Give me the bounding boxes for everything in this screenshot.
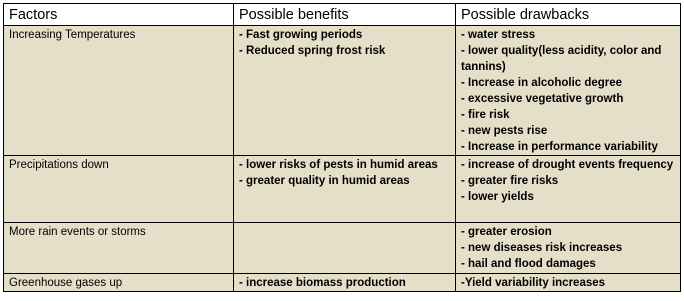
header-row	[4, 4, 681, 26]
drawback-item: - lower quality(less acidity, color and tannins)	[461, 45, 662, 73]
drawback-item: - increase of drought events frequency	[461, 159, 674, 171]
header-drawbacks: Possible drawbacks	[456, 4, 681, 26]
drawback-item: - hail and flood damages	[461, 258, 596, 270]
drawbacks-list	[461, 224, 675, 272]
benefits-cell	[234, 26, 456, 156]
benefits-list	[239, 275, 450, 291]
drawbacks-list	[461, 275, 675, 291]
factor-cell	[4, 26, 234, 156]
header-factors: Factors	[4, 4, 234, 26]
benefit-item: - greater quality in humid areas	[239, 175, 410, 187]
drawback-item: - new pests rise	[461, 125, 548, 137]
table-row	[4, 26, 681, 156]
drawback-item: - new diseases risk increases	[461, 242, 623, 254]
drawback-item: - water stress	[461, 29, 536, 41]
drawback-item: - fire risk	[461, 109, 510, 121]
benefits-cell	[234, 274, 456, 292]
factor-label: Increasing Temperatures	[9, 29, 136, 41]
factor-cell	[4, 156, 234, 223]
drawback-item: - Increase in alcoholic degree	[461, 77, 623, 89]
drawbacks-cell	[456, 156, 681, 223]
drawback-item: -Yield variability increases	[461, 277, 606, 289]
benefit-item: - Reduced spring frost risk	[239, 45, 386, 57]
table-row	[4, 156, 681, 223]
drawback-item: - greater erosion	[461, 226, 552, 238]
drawback-item: - excessive vegetative growth	[461, 93, 624, 105]
drawback-item: - lower yields	[461, 191, 534, 203]
benefit-item: - lower risks of pests in humid areas	[239, 159, 438, 171]
factor-cell	[4, 223, 234, 274]
drawbacks-cell	[456, 274, 681, 292]
drawbacks-cell	[456, 26, 681, 156]
drawbacks-list	[461, 27, 675, 155]
benefit-item: - increase biomass production	[239, 277, 406, 289]
table-row	[4, 274, 681, 292]
benefits-list	[239, 27, 450, 59]
table-row	[4, 223, 681, 274]
drawbacks-list	[461, 157, 675, 205]
benefit-item: - Fast growing periods	[239, 29, 363, 41]
benefits-list	[239, 157, 450, 189]
factor-label: Precipitations down	[9, 159, 109, 171]
benefits-cell	[234, 223, 456, 274]
header-benefits: Possible benefits	[234, 4, 456, 26]
factor-label: More rain events or storms	[9, 226, 146, 238]
factor-cell	[4, 274, 234, 292]
drawbacks-cell	[456, 223, 681, 274]
drawback-item: - Increase in performance variability	[461, 141, 658, 153]
factor-label: Greenhouse gases up	[9, 277, 123, 289]
factors-table	[3, 3, 681, 292]
drawback-item: - greater fire risks	[461, 175, 559, 187]
benefits-cell	[234, 156, 456, 223]
